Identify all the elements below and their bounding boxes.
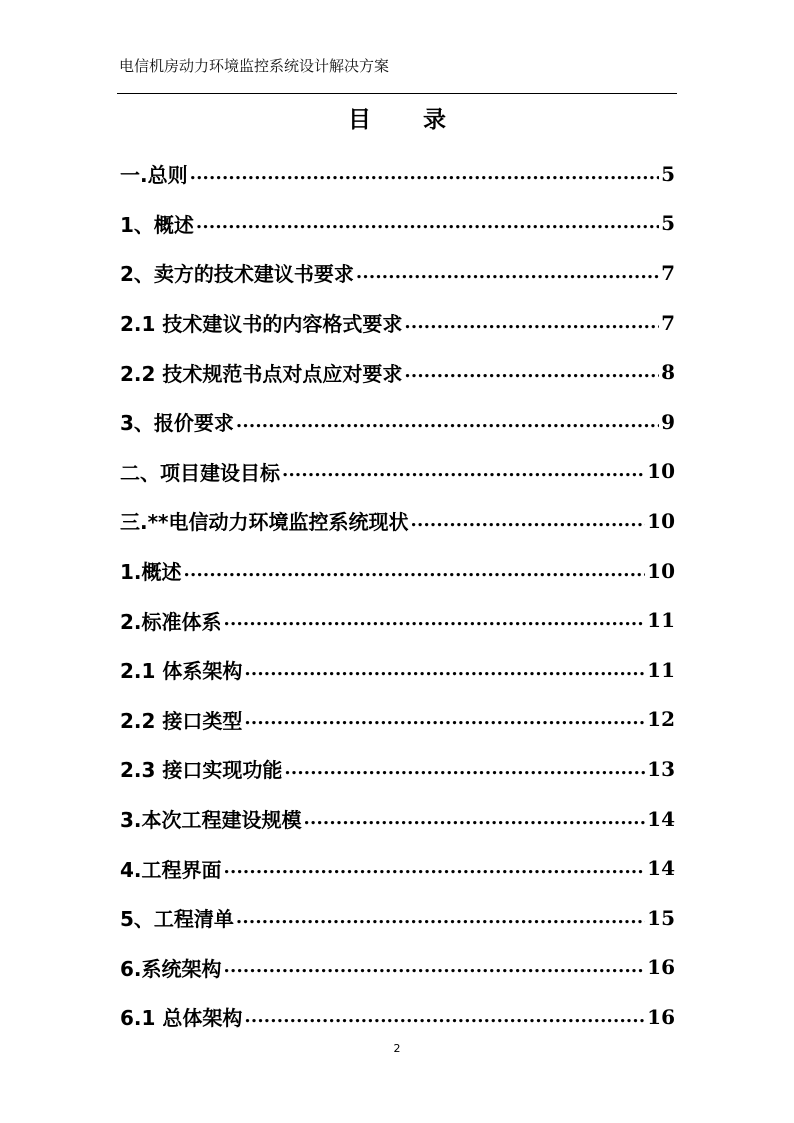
toc-leader-dots <box>411 509 646 533</box>
header-divider <box>117 93 677 94</box>
toc-entry-page: 5 <box>661 211 675 236</box>
toc-entry-label: 2.3 接口实现功能 <box>120 758 283 783</box>
document-header-title: 电信机房动力环境监控系统设计解决方案 <box>119 57 390 75</box>
toc-leader-dots <box>244 707 645 731</box>
toc-entry[interactable] <box>120 149 675 199</box>
toc-entry-page: 11 <box>647 608 675 633</box>
toc-entry-page: 12 <box>647 707 675 732</box>
table-of-contents <box>120 149 675 1042</box>
toc-entry[interactable] <box>120 843 675 893</box>
toc-title: 目 录 <box>347 107 468 133</box>
toc-leader-dots <box>196 211 659 235</box>
toc-entry[interactable] <box>120 447 675 497</box>
toc-leader-dots <box>282 459 645 483</box>
toc-entry-label: 4.工程界面 <box>120 857 222 882</box>
toc-entry-label: 一.总则 <box>120 163 188 188</box>
toc-entry[interactable] <box>120 695 675 745</box>
toc-entry-label: 3.本次工程建设规模 <box>120 808 302 833</box>
toc-entry[interactable] <box>120 199 675 249</box>
toc-entry[interactable] <box>120 397 675 447</box>
toc-entry[interactable] <box>120 347 675 397</box>
toc-entry-page: 7 <box>661 260 675 285</box>
toc-entry-page: 16 <box>647 1004 675 1029</box>
toc-entry-page: 7 <box>661 310 675 335</box>
toc-entry-page: 16 <box>647 955 675 980</box>
toc-entry-label: 三.**电信动力环境监控系统现状 <box>120 510 409 535</box>
toc-leader-dots <box>224 955 646 979</box>
toc-leader-dots <box>304 807 646 831</box>
toc-entry[interactable] <box>120 298 675 348</box>
toc-entry[interactable] <box>120 893 675 943</box>
toc-entry-label: 二、项目建设目标 <box>120 460 280 485</box>
toc-entry-page: 10 <box>647 558 675 583</box>
toc-entry[interactable] <box>120 943 675 993</box>
toc-leader-dots <box>184 559 646 583</box>
toc-entry[interactable] <box>120 794 675 844</box>
toc-entry-label: 3、报价要求 <box>120 411 234 436</box>
toc-entry-page: 9 <box>661 409 675 434</box>
toc-entry-page: 10 <box>647 459 675 484</box>
toc-entry-label: 2.1 体系架构 <box>120 659 243 684</box>
toc-entry-label: 5、工程清单 <box>120 907 234 932</box>
toc-leader-dots <box>244 658 645 682</box>
toc-entry-page: 10 <box>647 508 675 533</box>
toc-leader-dots <box>190 162 659 186</box>
toc-entry-page: 14 <box>647 806 675 831</box>
toc-entry[interactable] <box>120 645 675 695</box>
toc-entry-label: 2.标准体系 <box>120 609 222 634</box>
toc-entry[interactable] <box>120 992 675 1042</box>
toc-leader-dots <box>224 856 646 880</box>
toc-entry-page: 13 <box>647 756 675 781</box>
toc-entry-label: 1、概述 <box>120 212 194 237</box>
toc-entry-label: 2.1 技术建议书的内容格式要求 <box>120 312 403 337</box>
toc-leader-dots <box>236 410 659 434</box>
toc-entry[interactable] <box>120 248 675 298</box>
toc-entry-label: 1.概述 <box>120 560 182 585</box>
toc-entry-label: 2.2 技术规范书点对点应对要求 <box>120 361 403 386</box>
toc-entry-page: 14 <box>647 856 675 881</box>
toc-entry[interactable] <box>120 744 675 794</box>
toc-entry[interactable] <box>120 546 675 596</box>
toc-entry-page: 5 <box>661 161 675 186</box>
toc-leader-dots <box>404 311 659 335</box>
toc-leader-dots <box>224 608 646 632</box>
toc-entry-label: 6.1 总体架构 <box>120 1006 243 1031</box>
toc-leader-dots <box>404 360 659 384</box>
toc-leader-dots <box>244 1005 645 1029</box>
toc-entry-page: 15 <box>647 905 675 930</box>
page-number: 2 <box>393 1042 401 1055</box>
toc-leader-dots <box>356 261 659 285</box>
toc-leader-dots <box>236 906 645 930</box>
toc-entry-page: 11 <box>647 657 675 682</box>
toc-entry-page: 8 <box>661 360 675 385</box>
toc-leader-dots <box>284 757 645 781</box>
toc-entry[interactable] <box>120 496 675 546</box>
toc-entry[interactable] <box>120 595 675 645</box>
toc-entry-label: 6.系统架构 <box>120 956 222 981</box>
toc-entry-label: 2、卖方的技术建议书要求 <box>120 262 354 287</box>
toc-entry-label: 2.2 接口类型 <box>120 708 243 733</box>
